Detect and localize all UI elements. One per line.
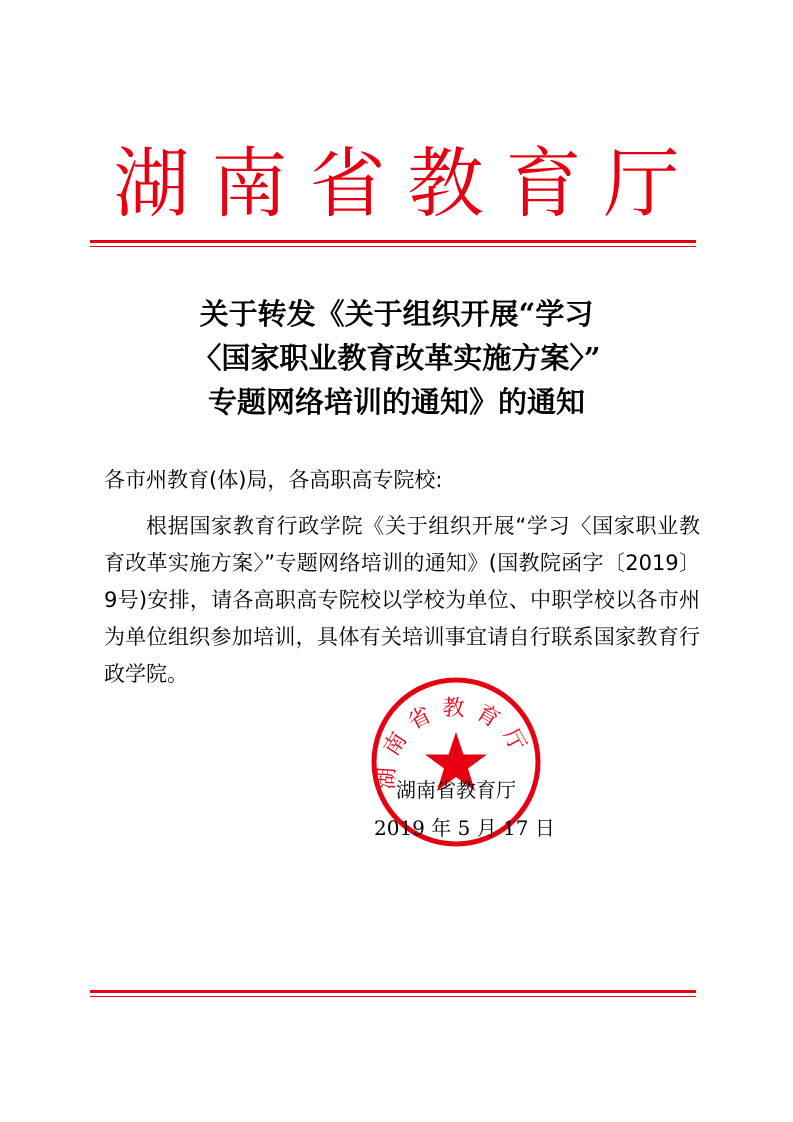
salutation: 各市州教育(体)局，各高职高专院校: xyxy=(104,468,443,492)
signature-org: 湖南省教育厅 xyxy=(396,778,516,802)
letterhead-title: 湖南省教育厅 xyxy=(113,139,702,228)
title-line-2: 〈国家职业教育改革实施方案〉” xyxy=(192,341,601,375)
header-rule-thin xyxy=(90,246,696,247)
footer-rule-thick xyxy=(90,990,696,993)
header-rule-thick xyxy=(90,240,696,243)
seal-text: 湖南省教育厅 xyxy=(374,695,535,791)
title-line-1: 关于转发《关于组织开展“学习 xyxy=(199,297,594,331)
document-title xyxy=(0,292,793,424)
signature-date: 2019 年 5 月 17 日 xyxy=(374,816,555,840)
footer-rule-thin xyxy=(90,996,696,997)
title-line-3: 专题网络培训的通知》的通知 xyxy=(207,385,585,419)
body-paragraph: 根据国家教育行政学院《关于组织开展“学习〈国家职业教育改革实施方案〉”专题网络培训的通知》(国教院函字〔2019〕9号)安排，请各高职高专院校以学校为单位、中职学校以各市州为单位组织参加培训，具体有关培训事宜请自行联系国家教育行政学院。 xyxy=(104,514,700,686)
